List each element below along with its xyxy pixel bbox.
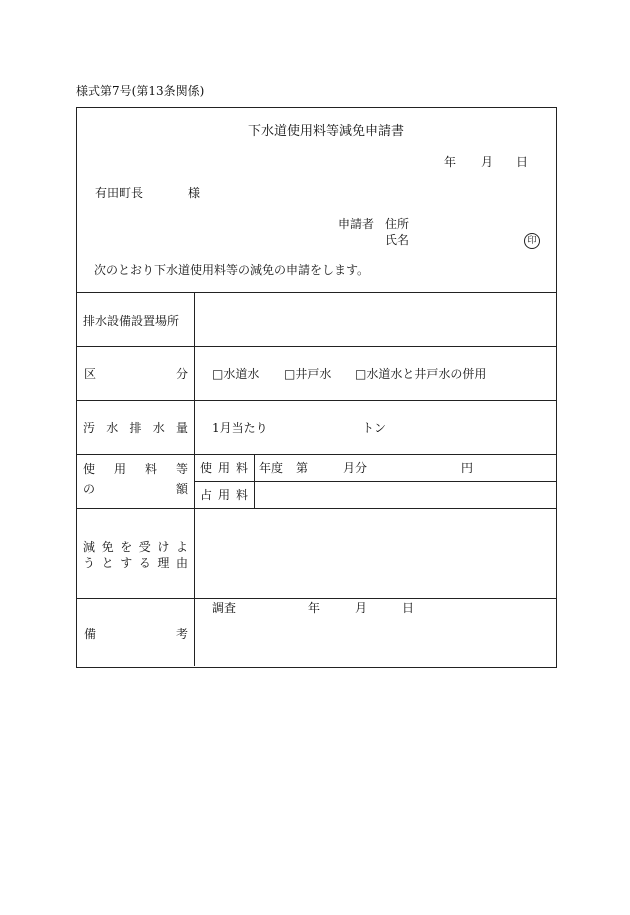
- form-title: 下水道使用料等減免申請書: [248, 124, 405, 139]
- seal-mark: 印: [524, 233, 540, 249]
- usage-month: 月分: [343, 461, 368, 475]
- location-label: 排水設備設置場所: [83, 314, 180, 328]
- volume-label: 汚 水 排 水 量: [83, 421, 188, 435]
- usage-fiscal-year: 年度: [259, 461, 284, 475]
- divider-header-bottom: [76, 292, 556, 293]
- option-well-water[interactable]: □井戸水: [284, 367, 332, 381]
- option-combined-water[interactable]: □水道水と井戸水の併用: [355, 367, 487, 381]
- occupancy-fee-label: 占 用 料: [200, 488, 248, 502]
- reason-label-line2: う と す る 理 由: [83, 556, 188, 570]
- divider-label-column: [194, 292, 195, 666]
- volume-unit: トン: [362, 421, 387, 435]
- application-form-frame: [76, 107, 557, 668]
- usage-ordinal: 第: [296, 461, 309, 475]
- volume-prefix: 1月当たり: [212, 421, 268, 435]
- survey-day: 日: [402, 601, 415, 615]
- applicant-name-label: 氏名: [385, 233, 410, 247]
- option-tap-water[interactable]: □水道水: [212, 367, 260, 381]
- divider-reason-bottom: [76, 598, 556, 599]
- date-month: 月: [481, 155, 494, 169]
- divider-volume-bottom: [76, 454, 556, 455]
- remarks-label: 備 考: [84, 627, 188, 641]
- reason-label-line1: 減 免 を 受 け よ: [83, 540, 188, 554]
- divider-fee-subcolumn: [254, 454, 255, 508]
- applicant-label: 申請者: [338, 217, 375, 231]
- divider-location-bottom: [76, 346, 556, 347]
- category-label: 区 分: [84, 367, 188, 381]
- form-number: 様式第7号(第13条関係): [76, 84, 205, 98]
- usage-yen: 円: [461, 461, 474, 475]
- usage-fee-label: 使 用 料: [200, 461, 248, 475]
- fee-label-line2: の 額: [83, 482, 188, 496]
- application-statement: 次のとおり下水道使用料等の減免の申請をします。: [94, 263, 370, 277]
- applicant-address-label: 住所: [385, 217, 410, 231]
- fee-label-line1: 使 用 料 等: [83, 462, 188, 476]
- survey-month: 月: [355, 601, 368, 615]
- survey-year: 年: [308, 601, 321, 615]
- date-year: 年: [444, 155, 457, 169]
- addressee-name: 有田町長: [95, 186, 144, 200]
- divider-fee-bottom: [76, 508, 556, 509]
- divider-fee-middle: [194, 481, 556, 482]
- divider-category-bottom: [76, 400, 556, 401]
- addressee-honorific: 様: [188, 186, 201, 200]
- survey-label: 調査: [212, 601, 237, 615]
- date-day: 日: [516, 155, 529, 169]
